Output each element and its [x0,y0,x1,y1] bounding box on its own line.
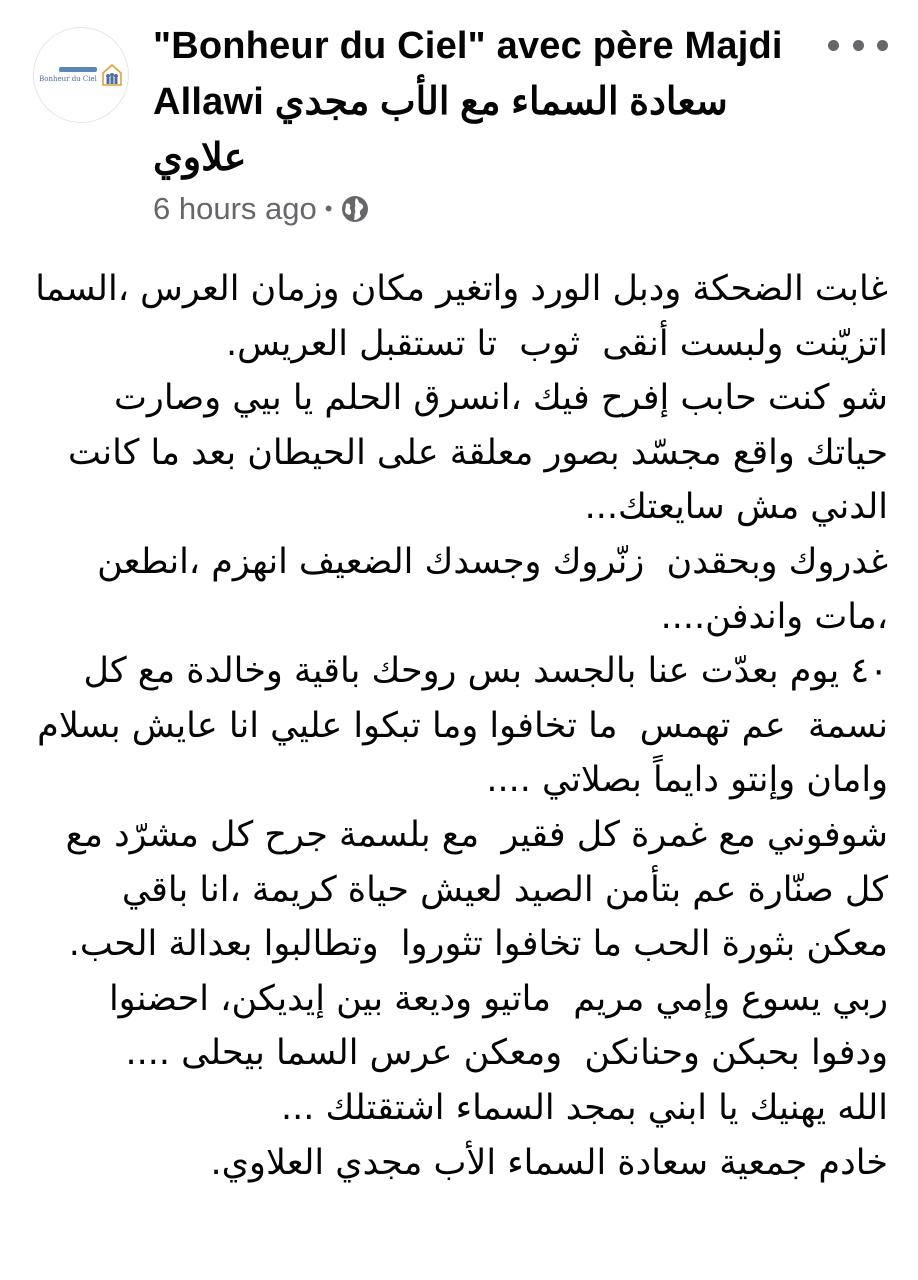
more-options-button[interactable] [828,30,888,60]
post-paragraph: غدروك وبحقدن زنّروك وجسدك الضعيف انهزم ،انطعن ،مات واندفن.... [74,541,888,637]
page-name-line-3[interactable]: علاوي [153,137,247,179]
globe-icon[interactable] [340,194,370,224]
logo-text-block [39,67,97,83]
logo-figures-icon [101,63,123,87]
page-name-line-1[interactable]: "Bonheur du Ciel" avec père Majdi [153,25,783,67]
post-meta [153,191,370,227]
post-paragraph: غابت الضحكة ودبل الورد واتغير مكان وزمان العرس ،السما اتزيّنت ولبست أنقى ثوب تا تستقبل العريس. [24,269,888,364]
page-avatar[interactable] [33,27,129,123]
post-paragraph: ٤٠ يوم بعدّت عنا بالجسد بس روحك باقية وخالدة مع كل نسمة عم تهمس ما تخافوا وما تبكوا عليي انا عايش بسلام وامان وإنتو دايماً بصلاتي .... [26,651,888,801]
page-logo [39,63,123,87]
post-body [24,262,888,1190]
more-dot-icon [828,40,839,51]
post-paragraph: شوفوني مع غمرة كل فقير مع بلسمة جرح كل مشرّد مع كل صنّارة عم بتأمن الصيد لعيش حياة كريمة ،انا باقي معكن بثورة الحب ما تخافوا تثوروا وتطالبوا بعدالة الحب. [54,814,888,965]
logo-latin-text: Bonheur du Ciel [39,75,97,83]
post-timestamp[interactable]: 6 hours ago [153,191,317,226]
more-dot-icon [877,40,888,51]
page-name-line-2[interactable]: Allawi سعادة السماء مع الأب مجدي [153,81,728,123]
logo-arabic-mark [59,67,97,72]
post-paragraph: ربي يسوع وإمي مريم ماتيو وديعة بين إيديكن، احضنوا ودفوا بحبكن وحنانكن ومعكن عرس السما بيحلى .... [97,978,888,1074]
post-paragraph: خادم جمعية سعادة السماء الأب مجدي العلاوي. [210,1142,888,1183]
post-paragraph: شو كنت حابب إفرح فيك ،انسرق الحلم يا بيي وصارت حياتك واقع مجسّد بصور معلقة على الحيطان بعد ما كانت الدني مش سايعتك... [56,378,888,528]
more-dot-icon [853,40,864,51]
meta-separator: • [324,196,333,221]
page-name[interactable] [153,18,783,186]
post-paragraph: الله يهنيك يا ابني بمجد السماء اشتقتلك ... [281,1087,888,1128]
